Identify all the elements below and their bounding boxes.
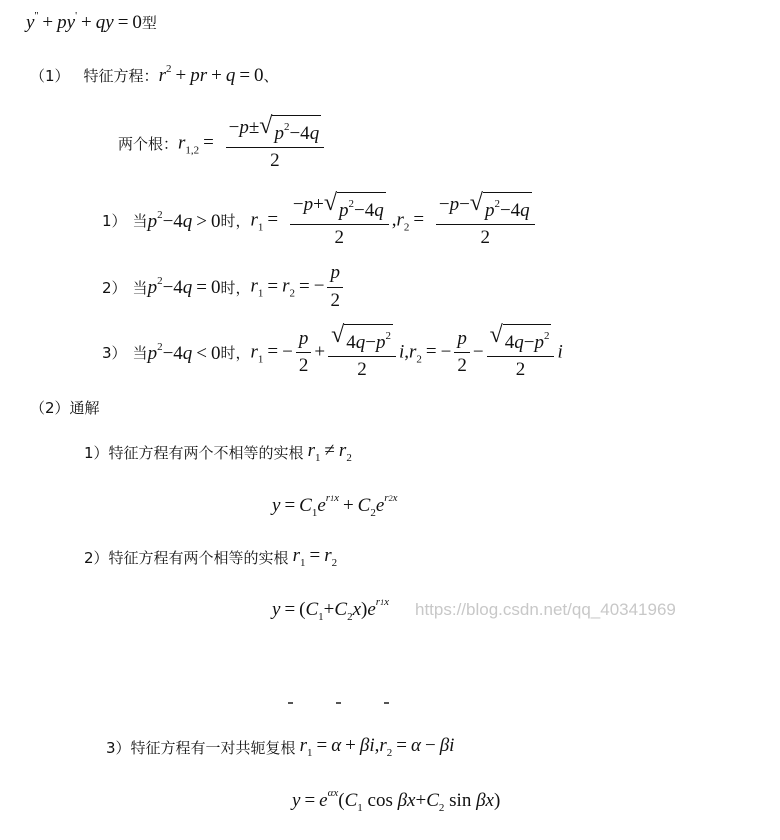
solution2-condition: 2） 特征方程有两个相等的实根 $r_1 = r_2$ — [84, 545, 338, 569]
solution3-condition: 3） 特征方程有一对共轭复根 $r_1 = \alpha + \beta i,r_2 = \alpha - \beta i$ — [106, 735, 455, 759]
case2-num: 2） — [102, 278, 127, 297]
solution1-text: 特征方程有两个不相等的实根 — [108, 443, 304, 462]
part2-heading — [30, 397, 100, 418]
solution3-formula: $y = e^{\alpha x}(C_1$ $\cos \beta x+C_2$ sin βx) — [292, 787, 501, 814]
type-suffix: 型 — [141, 13, 157, 32]
part2-heading-text: （2）通解 — [30, 399, 100, 417]
solution1-num: 1） — [84, 443, 109, 462]
solution2-num: 2） — [84, 548, 109, 567]
case3-cond-prefix: 当 — [132, 344, 148, 363]
case1-line: 1） 当 $p^2-4q > 0$ 时， $r_1$ = −p+ √ $p^2-4q$ 2 $,r_2$ = −p− √ $p^2-4q$ 2 — [102, 192, 538, 250]
watermark: https://blog.csdn.net/qq_40341969 — [415, 600, 676, 619]
solution3-num: 3） — [106, 738, 131, 757]
solution3-text: 特征方程有一对共轭复根 — [130, 738, 296, 757]
case2-cond-suffix: 时， — [220, 278, 251, 297]
solution1-formula: $y = C_1e^{r1x} + C_2e^{r2x}$ — [272, 492, 398, 519]
solution1-condition: 1） 特征方程有两个不相等的实根 $r_1 \ne r_2$ — [84, 440, 352, 464]
case3-line: 3） 当 $p^2-4q < 0$ 时， $r_1$ = − $\frac{p}{2}$ + √ $4q-p^2$ 2 $i,r_2$ = − $\frac{p}{2}$ − √ $4q-p^2$ 2 i — [102, 322, 563, 380]
case2-cond-prefix: 当 — [132, 278, 148, 297]
solution2-text: 特征方程有两个相等的实根 — [108, 548, 289, 567]
case3-cond-suffix: 时， — [220, 344, 251, 363]
case1-cond-suffix: 时， — [220, 212, 251, 231]
roots-formula: 两个根： $r_{1,2}$ = −p± √ $p^2-4q$ 2 — [118, 115, 327, 173]
part1-marker: （1） — [30, 66, 70, 85]
roots-label: 两个根： — [118, 135, 179, 154]
cropped-line-fragment — [288, 702, 400, 706]
char-eq-label: 特征方程： — [83, 66, 159, 85]
char-equation-line: （1） 特征方程： $r^2$ + pr + q = 0 、 — [30, 63, 279, 86]
solution2-formula: $y = (C_1+C_2x)e^{r1x}$ — [272, 596, 389, 623]
case3-num: 3） — [102, 344, 127, 363]
char-eq-tail: 、 — [263, 66, 279, 85]
case1-cond-prefix: 当 — [132, 212, 148, 231]
case2-line: 2） 当 $p^2-4q = 0$ 时， $r_1 = r_2$ = − $\frac{p}{2}$ — [102, 262, 346, 313]
equation-title: y'' + py' + qy = 0 型 — [26, 10, 157, 33]
case1-num: 1） — [102, 212, 127, 231]
